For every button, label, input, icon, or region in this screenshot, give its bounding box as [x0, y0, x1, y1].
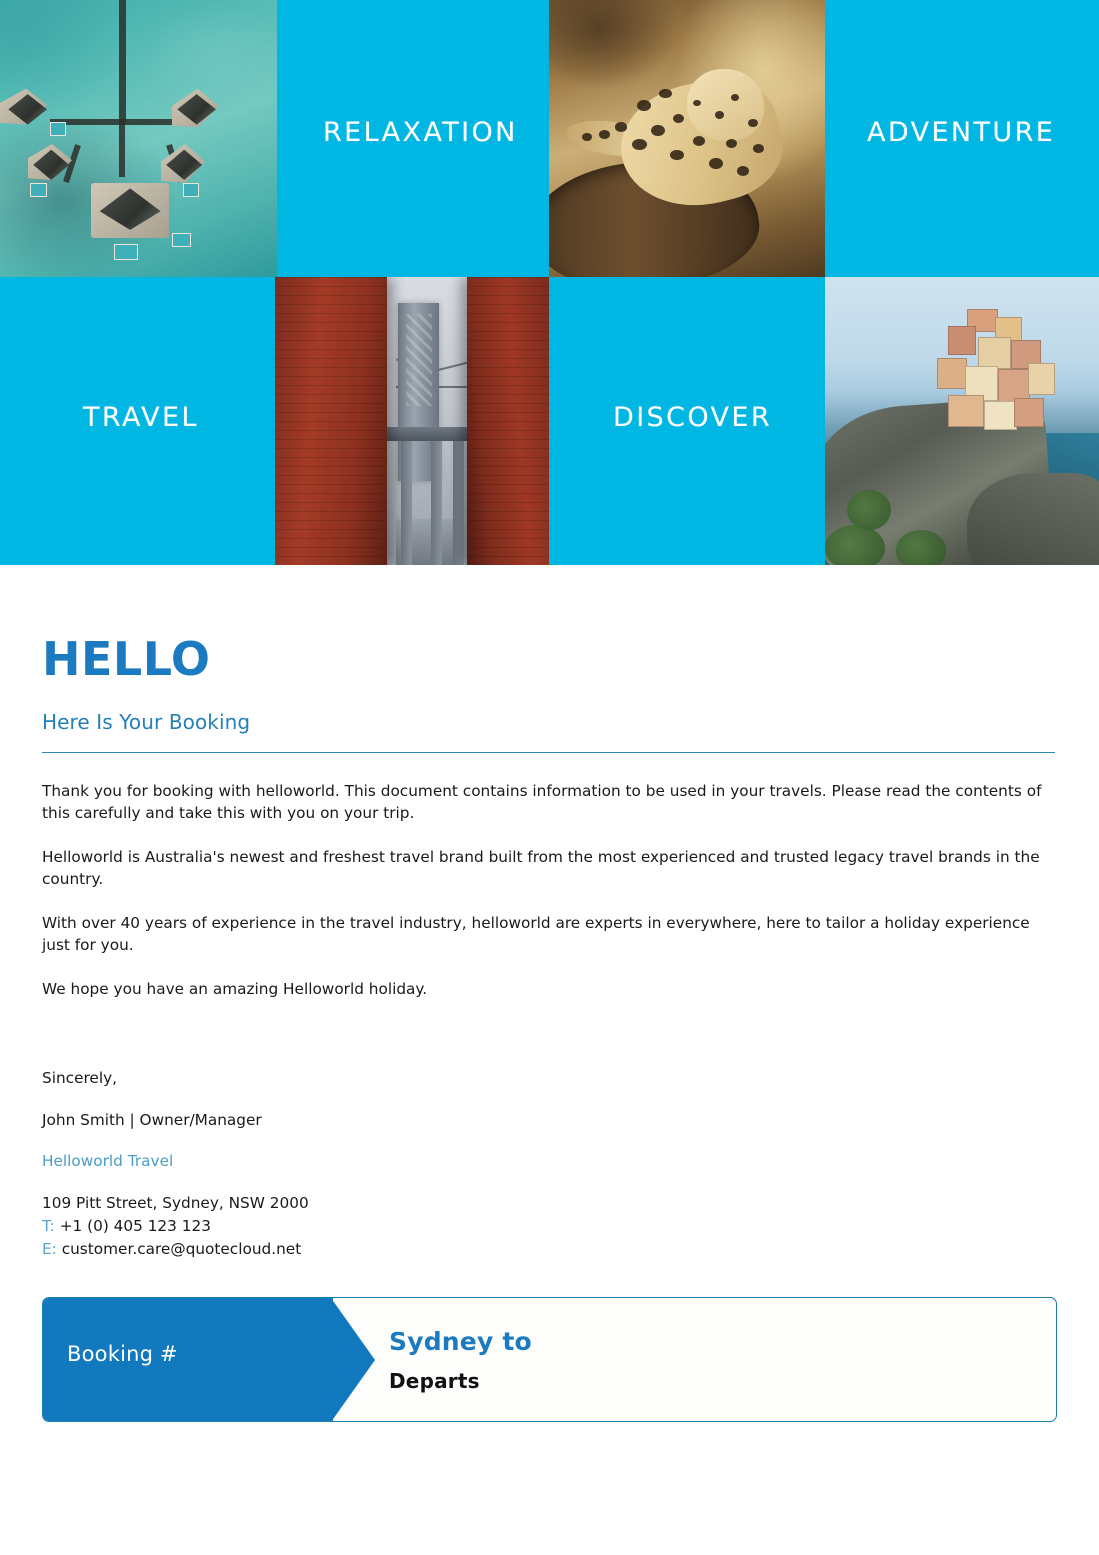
contact-block — [42, 1172, 1057, 1261]
overwater-villas-photo — [0, 0, 277, 277]
chevron-arrow-icon — [331, 1298, 375, 1422]
hero-label-discover: DISCOVER — [613, 402, 773, 433]
cinque-photo-art — [825, 277, 1099, 565]
booking-departs-label: Departs — [389, 1369, 480, 1393]
hero-label-relaxation: RELAXATION — [323, 117, 518, 148]
hero-image-grid — [0, 0, 1099, 565]
contact-phone-line — [42, 1215, 1057, 1238]
cinque-terre-photo — [825, 277, 1099, 565]
signoff-company[interactable]: Helloworld Travel — [42, 1151, 174, 1170]
phone-prefix-label: T: — [42, 1217, 55, 1236]
bridge-photo-art — [275, 277, 549, 565]
email-prefix-label: E: — [42, 1240, 57, 1259]
hero-label-travel: TRAVEL — [83, 402, 199, 433]
letter-paragraph: We hope you have an amazing Helloworld holiday. — [42, 980, 428, 999]
signoff-signer: John Smith | Owner/Manager — [42, 1110, 262, 1129]
letter-signoff — [42, 1000, 1057, 1261]
letter-paragraph: With over 40 years of experience in the travel industry, helloworld are experts in everywhere, here to tailor a holiday experience just for you. — [42, 914, 1030, 955]
hero-tile-adventure — [825, 0, 1099, 277]
contact-email[interactable]: customer.care@quotecloud.net — [61, 1240, 302, 1259]
booking-route-title: Sydney to — [389, 1327, 532, 1356]
leopard-photo — [549, 0, 825, 277]
manhattan-bridge-photo — [275, 277, 549, 565]
hero-tile-travel — [0, 277, 275, 565]
letter-paragraph: Thank you for booking with helloworld. This document contains information to be used in your travels. Please read the contents of this carefully and take this with you on your trip. — [42, 782, 1042, 823]
villas-photo-art — [0, 0, 277, 277]
booking-number-label: Booking # — [67, 1342, 178, 1366]
signoff-closing: Sincerely, — [42, 1069, 118, 1088]
page-title: HELLO — [42, 632, 211, 686]
leopard-photo-art — [549, 0, 825, 277]
booking-banner[interactable] — [42, 1297, 1057, 1422]
contact-phone[interactable]: +1 (0) 405 123 123 — [59, 1217, 211, 1236]
page-subtitle: Here Is Your Booking — [42, 710, 251, 734]
contact-address: 109 Pitt Street, Sydney, NSW 2000 — [42, 1194, 309, 1213]
letter-body — [42, 565, 1057, 1261]
hero-label-adventure: ADVENTURE — [867, 117, 1056, 148]
hero-tile-discover — [549, 277, 825, 565]
hero-tile-relaxation — [277, 0, 549, 277]
letter-paragraph: Helloworld is Australia's newest and freshest travel brand built from the most experienced and trusted legacy travel brands in the country. — [42, 848, 1040, 889]
contact-email-line — [42, 1238, 1057, 1261]
